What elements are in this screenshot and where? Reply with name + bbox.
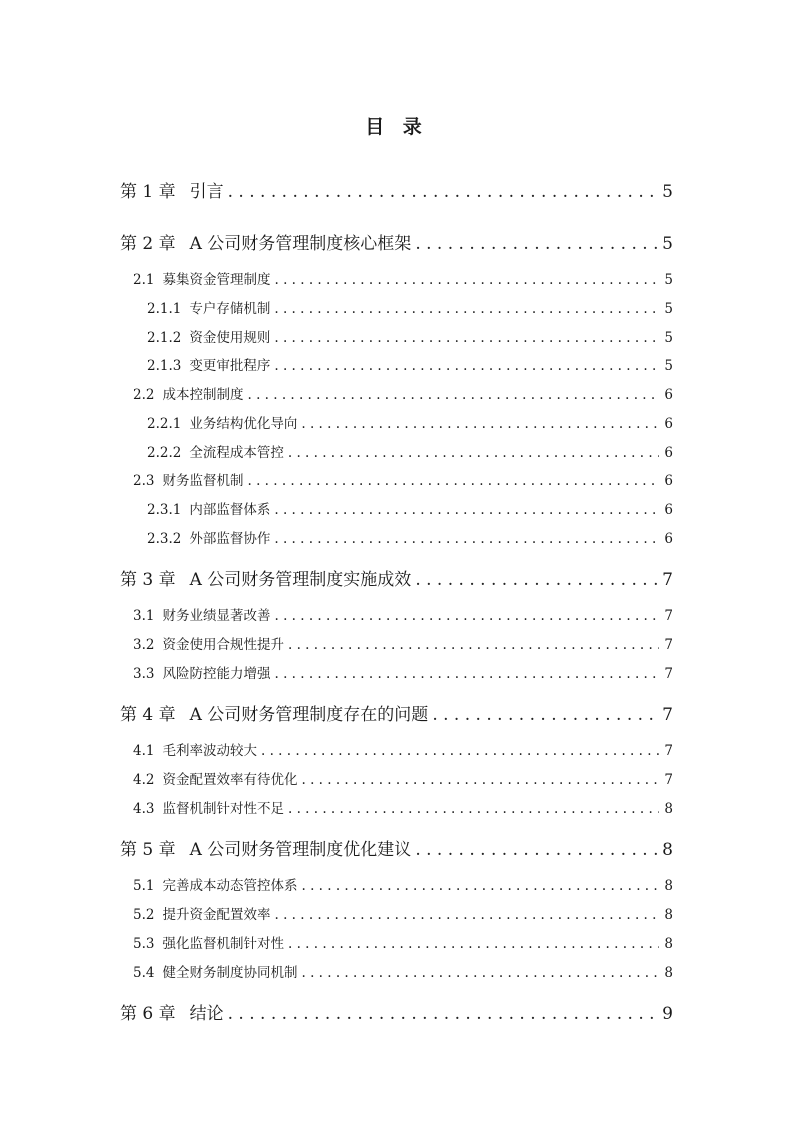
toc-title: 目 录 — [365, 116, 428, 138]
toc-entry[interactable] — [120, 568, 673, 590]
toc-leader-dots — [274, 531, 659, 547]
toc-leader-dots — [415, 234, 658, 254]
toc-entry[interactable] — [133, 876, 673, 894]
toc-entry-number: 第 4 章 — [120, 705, 176, 725]
toc-entry-label: A 公司财务管理制度存在的问题 — [189, 705, 429, 725]
toc-entry-number: 第 1 章 — [120, 182, 176, 202]
toc-entry-page: 6 — [664, 387, 673, 403]
toc-entry[interactable] — [133, 905, 673, 923]
toc-entry-page: 8 — [664, 801, 673, 817]
toc-entry[interactable] — [133, 799, 673, 817]
toc-entry-number: 第 3 章 — [120, 570, 176, 590]
toc-entry[interactable] — [147, 443, 673, 461]
toc-leader-dots — [247, 473, 659, 489]
toc-entry-number: 3.3 — [133, 666, 155, 682]
toc-entry-label: A 公司财务管理制度优化建议 — [189, 840, 412, 860]
toc-entry[interactable] — [133, 270, 673, 288]
toc-entry-number: 3.1 — [133, 608, 155, 624]
toc-leader-dots — [228, 182, 659, 202]
toc-entry-page: 7 — [664, 666, 673, 682]
toc-entry-page: 7 — [664, 608, 673, 624]
toc-leader-dots — [432, 705, 658, 725]
toc-entry-number: 2.3 — [133, 473, 155, 489]
toc-entry-label: 专户存储机制 — [189, 301, 271, 317]
toc-entry-number: 第 2 章 — [120, 234, 176, 254]
toc-entry-number: 3.2 — [133, 637, 155, 653]
toc-entry[interactable] — [133, 963, 673, 981]
toc-entry-number: 5.4 — [133, 965, 155, 981]
toc-leader-dots — [274, 272, 659, 288]
toc-leader-dots — [274, 301, 659, 317]
toc-entry-label: 内部监督体系 — [189, 502, 271, 518]
toc-entry-page: 7 — [662, 570, 673, 590]
toc-entry-label: 强化监督机制针对性 — [162, 936, 284, 952]
toc-leader-dots — [415, 570, 658, 590]
toc-entry-number: 4.2 — [133, 772, 155, 788]
toc-entry-page: 5 — [662, 182, 673, 202]
toc-entry[interactable] — [147, 414, 673, 432]
toc-entry[interactable] — [147, 500, 673, 518]
toc-entry-label: 毛利率波动较大 — [162, 743, 257, 759]
toc-entry-number: 2.2.2 — [147, 445, 182, 461]
toc-entry-number: 5.2 — [133, 907, 155, 923]
toc-entry-label: 全流程成本管控 — [189, 445, 284, 461]
toc-leader-dots — [228, 1004, 659, 1024]
toc-entry[interactable] — [133, 471, 673, 489]
toc-entry-label: 外部监督协作 — [189, 531, 271, 547]
toc-leader-dots — [261, 743, 659, 759]
toc-leader-dots — [301, 772, 659, 788]
toc-entry[interactable] — [120, 232, 673, 254]
toc-entry[interactable] — [120, 1002, 673, 1024]
toc-entry[interactable] — [147, 356, 673, 374]
toc-entry-label: 风险防控能力增强 — [162, 666, 271, 682]
toc-entry[interactable] — [133, 664, 673, 682]
toc-entry-number: 2.2.1 — [147, 416, 182, 432]
toc-leader-dots — [274, 666, 659, 682]
toc-entry-number: 4.3 — [133, 801, 155, 817]
toc-leader-dots — [288, 445, 659, 461]
toc-entry[interactable] — [133, 741, 673, 759]
toc-entry[interactable] — [133, 770, 673, 788]
toc-entry[interactable] — [133, 385, 673, 403]
toc-entry-label: A 公司财务管理制度实施成效 — [189, 570, 412, 590]
toc-entry-number: 4.1 — [133, 743, 155, 759]
toc-entry-page: 6 — [664, 445, 673, 461]
toc-entry-page: 7 — [662, 705, 673, 725]
toc-entry-page: 6 — [664, 473, 673, 489]
toc-entry-page: 8 — [664, 965, 673, 981]
toc-entry-label: 变更审批程序 — [189, 358, 271, 374]
toc-entry[interactable] — [133, 934, 673, 952]
toc-leader-dots — [301, 416, 659, 432]
toc-entry-label: A 公司财务管理制度核心框架 — [189, 234, 412, 254]
toc-entry-number: 2.1.2 — [147, 330, 182, 346]
toc-leader-dots — [301, 965, 659, 981]
toc-entry-page: 8 — [664, 907, 673, 923]
toc-entry-page: 8 — [664, 878, 673, 894]
toc-entry-number: 2.3.2 — [147, 531, 182, 547]
toc-leader-dots — [274, 330, 659, 346]
toc-entry[interactable] — [120, 180, 673, 202]
toc-entry-page: 7 — [664, 637, 673, 653]
toc-entry-label: 资金配置效率有待优化 — [162, 772, 298, 788]
toc-entry-label: 募集资金管理制度 — [162, 272, 271, 288]
toc-leader-dots — [288, 637, 659, 653]
toc-entry-number: 5.3 — [133, 936, 155, 952]
toc-entry-page: 8 — [662, 840, 673, 860]
toc-entry[interactable] — [147, 328, 673, 346]
toc-leader-dots — [274, 907, 659, 923]
toc-entry[interactable] — [133, 635, 673, 653]
toc-entry-page: 5 — [664, 272, 673, 288]
toc-entry-number: 5.1 — [133, 878, 155, 894]
toc-entry[interactable] — [147, 529, 673, 547]
toc-entry-label: 成本控制制度 — [162, 387, 244, 403]
toc-entry-page: 6 — [664, 531, 673, 547]
toc-entry-number: 2.1.1 — [147, 301, 182, 317]
toc-entry-label: 引言 — [189, 182, 224, 202]
toc-entry-page: 7 — [664, 772, 673, 788]
toc-leader-dots — [288, 801, 659, 817]
toc-entry-number: 第 5 章 — [120, 840, 176, 860]
toc-entry-label: 业务结构优化导向 — [189, 416, 298, 432]
toc-entry-label: 财务业绩显著改善 — [162, 608, 271, 624]
toc-entry-page: 6 — [664, 502, 673, 518]
toc-entry-page: 5 — [664, 358, 673, 374]
toc-leader-dots — [415, 840, 658, 860]
toc-entry-number: 2.3.1 — [147, 502, 182, 518]
toc-entry-label: 健全财务制度协同机制 — [162, 965, 298, 981]
toc-entry-page: 5 — [662, 234, 673, 254]
toc-entry-page: 5 — [664, 301, 673, 317]
toc-leader-dots — [274, 608, 659, 624]
toc-entry-number: 2.1 — [133, 272, 155, 288]
toc-entry-page: 6 — [664, 416, 673, 432]
toc-entry-page: 8 — [664, 936, 673, 952]
toc-entry-page: 5 — [664, 330, 673, 346]
toc-entry[interactable] — [147, 299, 673, 317]
toc-leader-dots — [288, 936, 659, 952]
toc-entry[interactable] — [120, 703, 673, 725]
toc-leader-dots — [274, 358, 659, 374]
toc-entry-number: 2.1.3 — [147, 358, 182, 374]
toc-entry-label: 监督机制针对性不足 — [162, 801, 284, 817]
toc-entry-page: 7 — [664, 743, 673, 759]
toc-leader-dots — [274, 502, 659, 518]
toc-entry-number: 2.2 — [133, 387, 155, 403]
toc-entry-label: 资金使用规则 — [189, 330, 271, 346]
toc-leader-dots — [301, 878, 659, 894]
toc-entry-number: 第 6 章 — [120, 1004, 176, 1024]
toc-entry[interactable] — [133, 606, 673, 624]
toc-entry-label: 完善成本动态管控体系 — [162, 878, 298, 894]
toc-leader-dots — [247, 387, 659, 403]
toc-entry-label: 财务监督机制 — [162, 473, 244, 489]
toc-entry-label: 结论 — [189, 1004, 224, 1024]
toc-entry-label: 资金使用合规性提升 — [162, 637, 284, 653]
toc-entry[interactable] — [120, 838, 673, 860]
toc-entry-page: 9 — [662, 1004, 673, 1024]
toc-entry-label: 提升资金配置效率 — [162, 907, 271, 923]
